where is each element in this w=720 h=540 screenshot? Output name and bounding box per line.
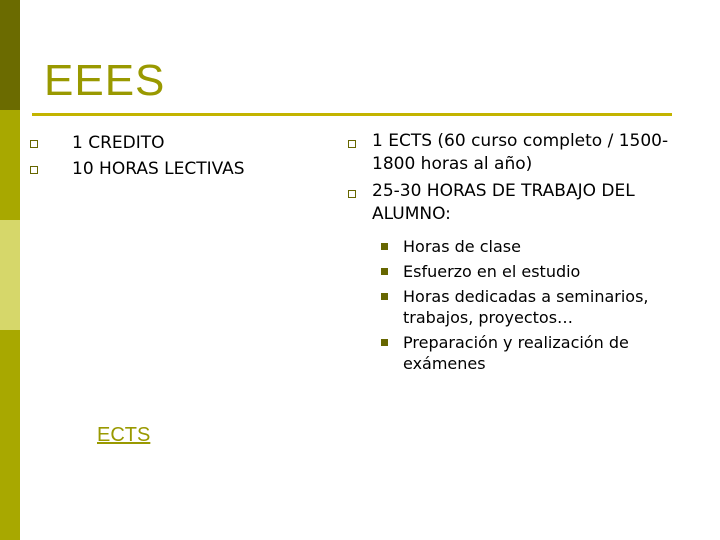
sub-bullet-text: Horas de clase [403,237,521,256]
hollow-square-icon [30,140,38,148]
bullet-text: 1 CREDITO [72,133,165,153]
sub-bullet-text: Horas dedicadas a seminarios, trabajos, proyectos… [403,287,649,327]
list-item [348,180,678,226]
filled-square-icon [381,243,388,250]
sub-bullet-list [381,236,681,378]
bullet-text: 1 ECTS (60 curso completo / 1500-1800 horas al año) [372,131,669,174]
sidebar-band-mid-bottom [0,330,20,540]
left-bullet-list [30,130,245,182]
slide-title: EEES [44,56,166,105]
list-item [381,236,681,257]
sub-bullet-text: Esfuerzo en el estudio [403,262,581,281]
list-item [381,286,681,328]
filled-square-icon [381,268,388,275]
decorative-sidebar [0,0,20,540]
ects-link[interactable]: ECTS [97,424,151,446]
title-divider [32,113,672,116]
hollow-square-icon [30,166,38,174]
sidebar-band-dark [0,0,20,110]
list-item [381,261,681,282]
filled-square-icon [381,293,388,300]
sidebar-band-light [0,220,20,330]
list-item [30,156,245,182]
list-item [30,130,245,156]
list-item [348,130,678,176]
list-item [381,332,681,374]
sub-bullet-text: Preparación y realización de exámenes [403,333,629,373]
filled-square-icon [381,339,388,346]
bullet-text: 10 HORAS LECTIVAS [72,159,245,179]
right-bullet-list [348,130,678,230]
sidebar-band-mid [0,110,20,220]
hollow-square-icon [348,140,356,148]
bullet-text: 25-30 HORAS DE TRABAJO DEL ALUMNO: [372,181,635,224]
hollow-square-icon [348,190,356,198]
